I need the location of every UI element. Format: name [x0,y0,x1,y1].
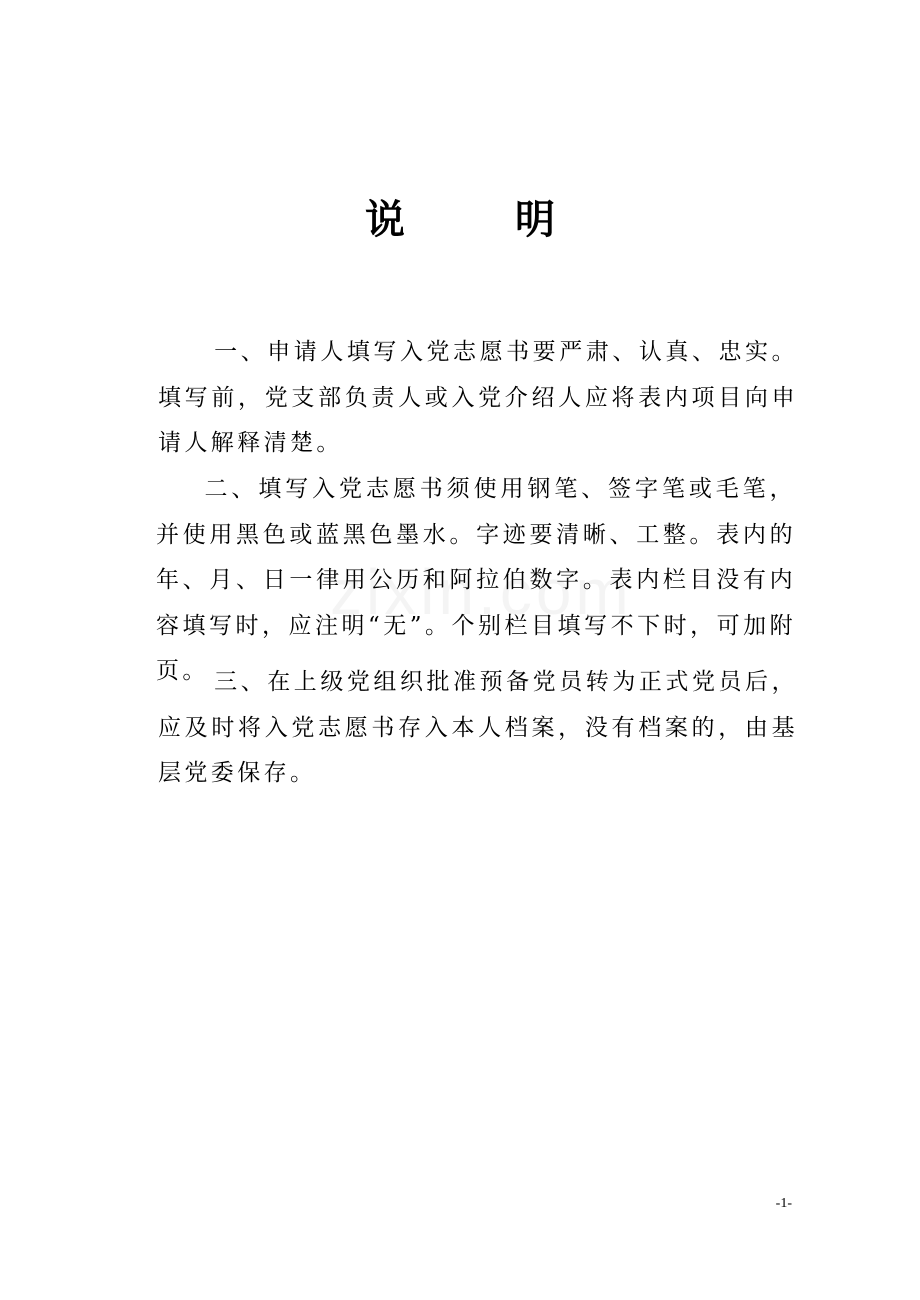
page-title [0,192,920,248]
instruction-paragraph-1 [158,330,798,467]
page-number: -1- [775,1196,792,1211]
title-char-1: 说 [365,197,405,243]
paragraph-2-text: 二、填写入党志愿书须使用钢笔、签字笔或毛笔，并使用黑色或蓝黑色墨水。字迹要清晰、工整。表内的年、月、日一律用公历和阿拉伯数字。表内栏目没有内容填写时，应注明“无”。个别栏目填写不下时，可加附页。 [156,476,796,684]
instruction-paragraph-3 [158,660,798,797]
title-char-2: 明 [515,197,555,243]
paragraph-1-text: 一、申请人填写入党志愿书要严肃、认真、忠实。填写前，党支部负责人或入党介绍人应将表内项目向申请人解释清楚。 [158,339,798,456]
paragraph-3-text: 三、在上级党组织批准预备党员转为正式党员后，应及时将入党志愿书存入本人档案，没有档案的，由基层党委保存。 [158,669,798,786]
